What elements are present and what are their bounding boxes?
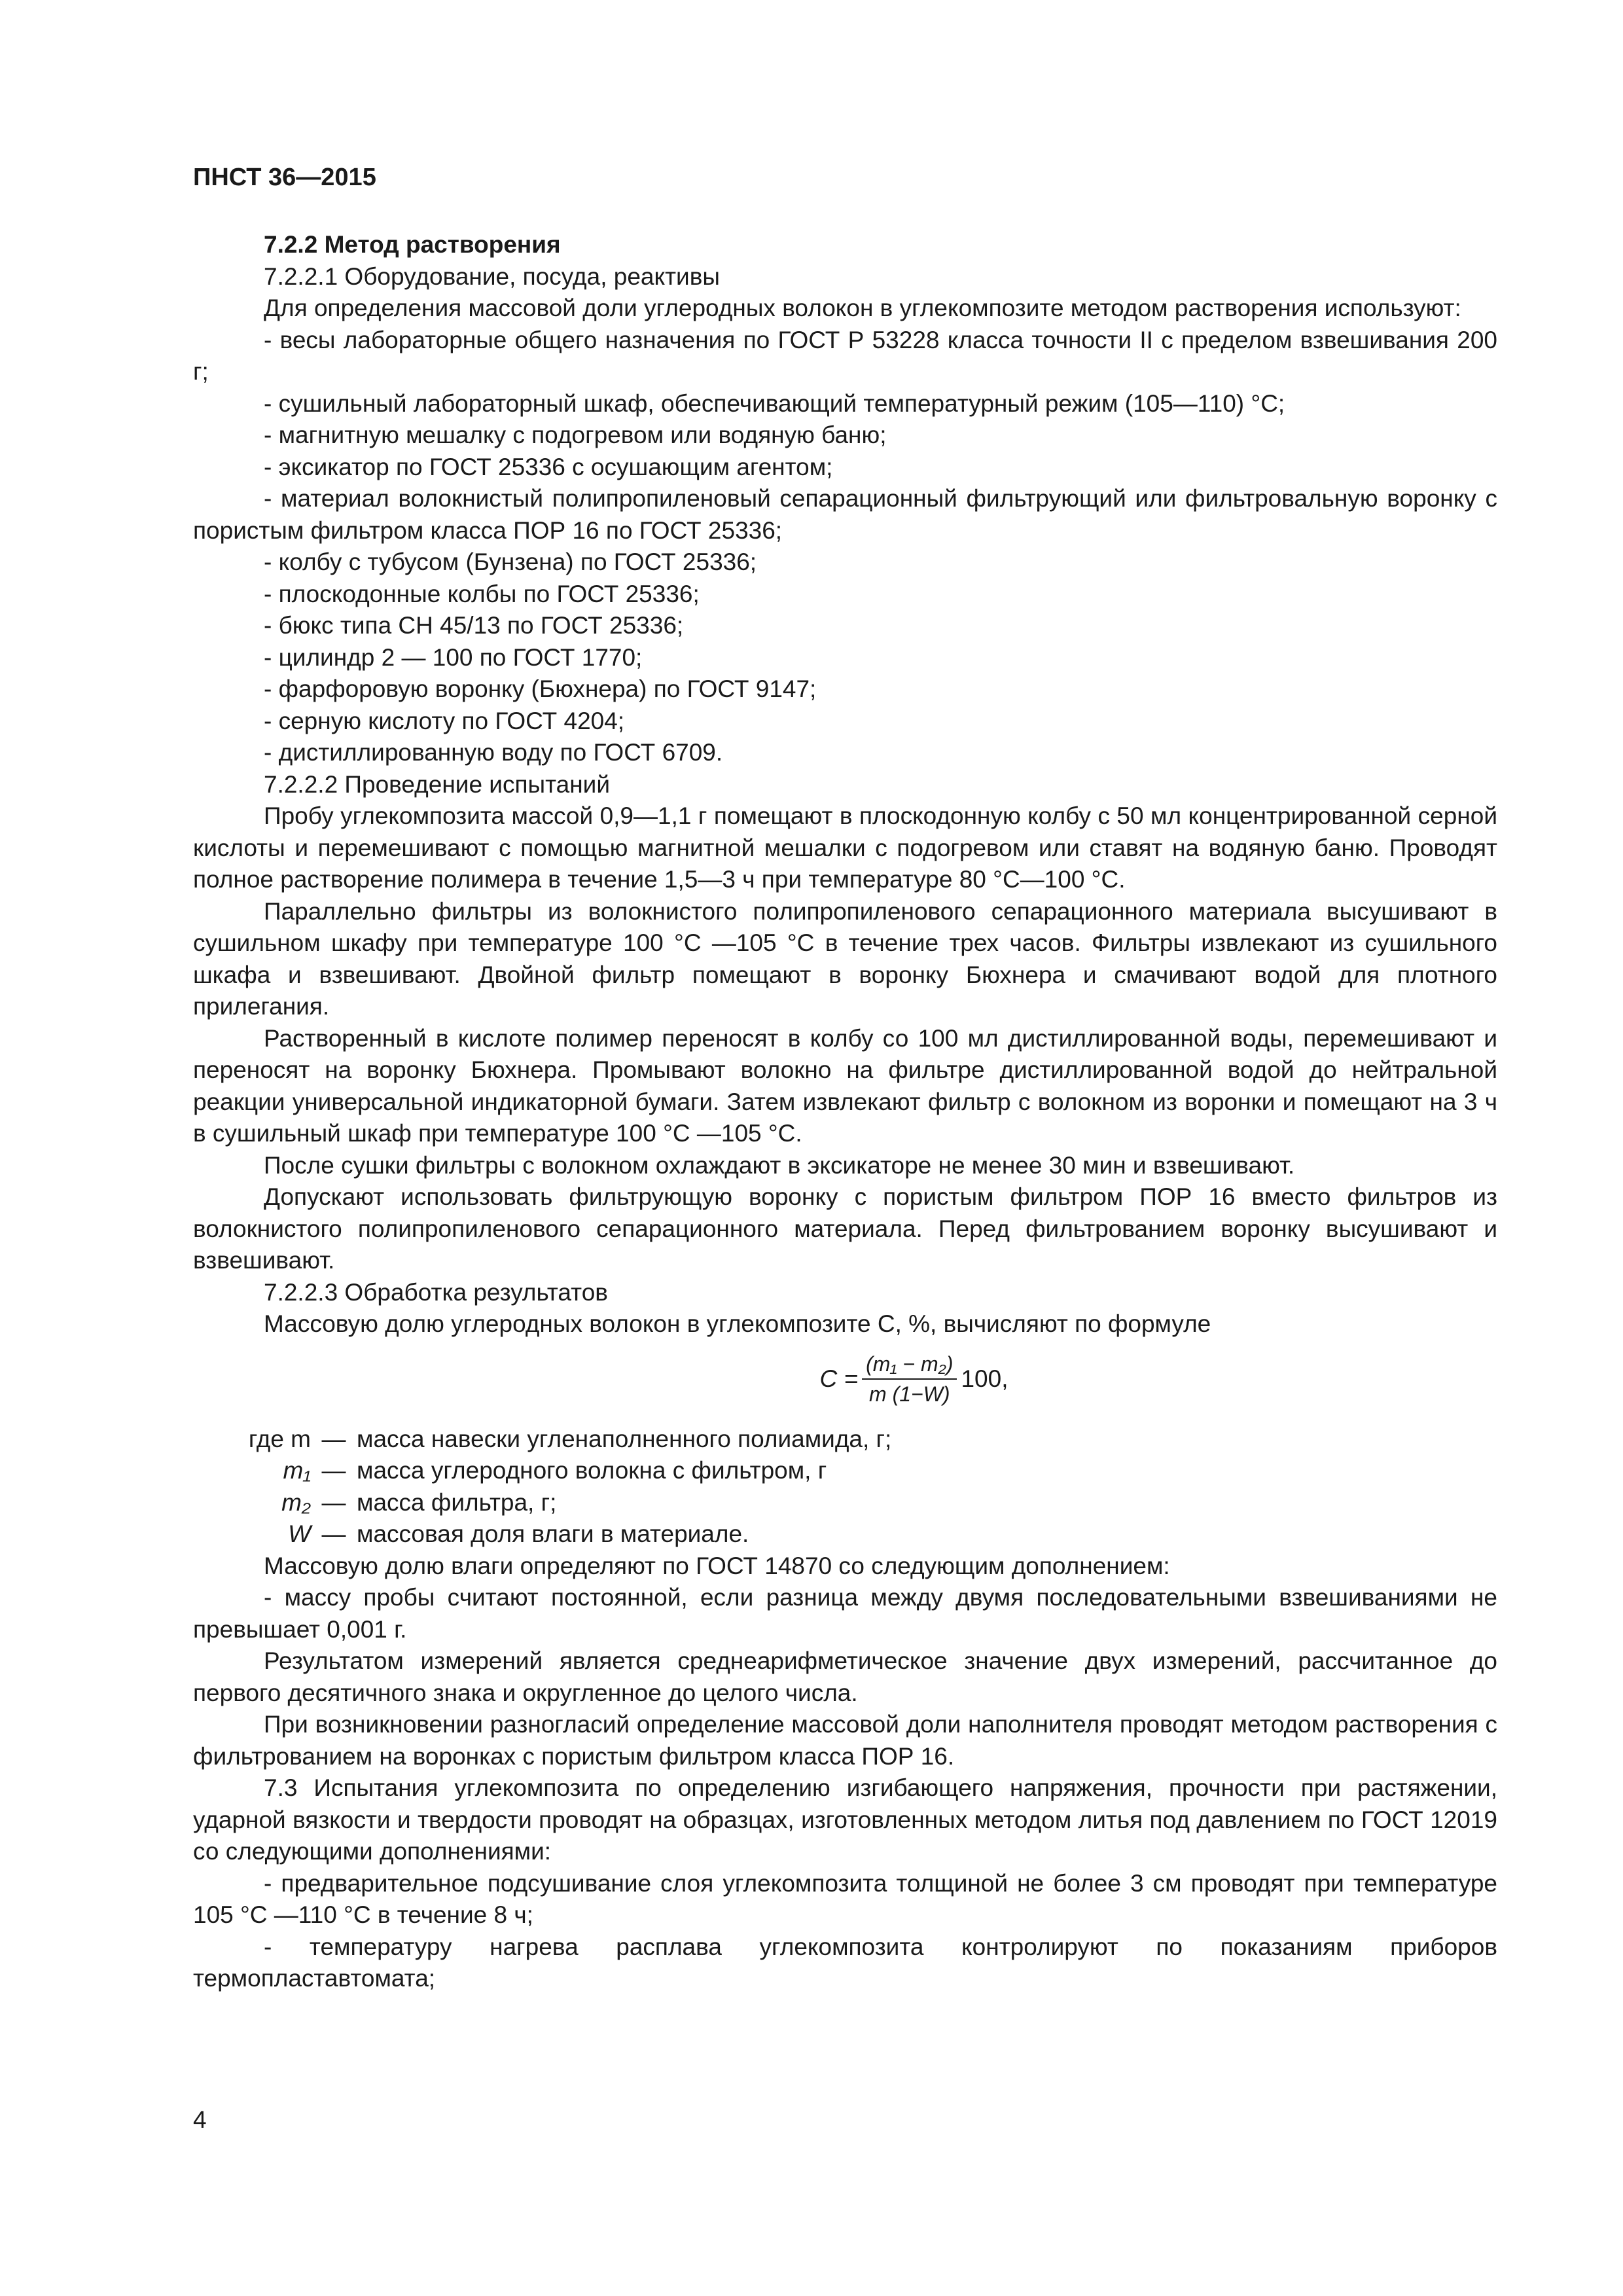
paragraph: - колбу с тубусом (Бунзена) по ГОСТ 25336; <box>264 548 757 575</box>
paragraph: Допускают использовать фильтрующую воронку с пористым фильтром ПОР 16 вместо фильтров из волокнистого полипропиленового сепарационного материала. Перед фильтрованием воронку высушивают и взвешивают. <box>193 1183 1497 1274</box>
variable-dash: — <box>321 1457 346 1484</box>
paragraph: После сушки фильтры с волокном охлаждают в эксикаторе не менее 30 мин и взвешивают. <box>264 1151 1295 1179</box>
formula <box>193 1342 1497 1417</box>
formula-tail: 100, <box>961 1365 1008 1392</box>
paragraph: - цилиндр 2 — 100 по ГОСТ 1770; <box>264 643 643 671</box>
variable-label: m₁ <box>283 1457 311 1484</box>
variable-row <box>193 1518 1497 1551</box>
paragraph: Растворенный в кислоте полимер переносят в колбу со 100 мл дистиллированной воды, перемешивают и переносят на воронку Бюхнера. Промывают волокно на фильтре дистиллированной водой до нейтральной реакции универсальной индикаторной бумаги. Затем извлекают фильтр с волокном из воронки и помещают на 3 ч в сушильный шкаф при температуре 100 °С —105 °С. <box>193 1024 1497 1147</box>
paragraph: - эксикатор по ГОСТ 25336 с осушающим агентом; <box>264 453 833 480</box>
paragraph: - температуру нагрева расплава углекомпозита контролируют по показаниям приборов термопластавтомата; <box>193 1933 1497 1992</box>
paragraph: - плоскодонные колбы по ГОСТ 25336; <box>264 580 700 607</box>
paragraph: - фарфоровую воронку (Бюхнера) по ГОСТ 9147; <box>264 675 817 702</box>
variable-dash: — <box>321 1425 346 1452</box>
variable-definition: массовая доля влаги в материале. <box>357 1520 749 1547</box>
variable-label: m₂ <box>281 1488 311 1516</box>
variable-definition: масса углеродного волокна с фильтром, г <box>357 1457 827 1484</box>
paragraph: Массовую долю углеродных волокон в углекомпозите С, %, вычисляют по формуле <box>264 1310 1211 1337</box>
paragraph: 7.2.2.1 Оборудование, посуда, реактивы <box>264 262 720 290</box>
paragraph: 7.3 Испытания углекомпозита по определению изгибающего напряжения, прочности при растяжении, ударной вязкости и твердости проводят на образцах, изготовленных методом литья под давлением по ГОСТ 12019 со следующими дополнениями: <box>193 1774 1497 1865</box>
variable-row <box>193 1424 1497 1456</box>
formula-numerator: (m₁ − m₂) <box>862 1351 957 1380</box>
paragraph: - материал волокнистый полипропиленовый сепарационный фильтрующий или фильтровальную воронку с пористым фильтром класса ПОР 16 по ГОСТ 25336; <box>193 485 1497 544</box>
paragraph: Параллельно фильтры из волокнистого полипропиленового сепарационного материала высушивают в сушильном шкафу при температуре 100 °С —105 °С в течение трех часов. Фильтры извлекают из сушильного шкафа и взвешивают. Двойной фильтр помещают в воронку Бюхнера и смачивают водой для плотного прилегания. <box>193 897 1497 1020</box>
page-number: 4 <box>193 2106 207 2133</box>
paragraph: - весы лабораторные общего назначения по ГОСТ Р 53228 класса точности II с пределом взвешивания 200 г; <box>193 326 1497 385</box>
paragraph: 7.2.2 Метод растворения <box>264 231 561 258</box>
section-results-and-7-3 <box>193 1551 1497 1995</box>
paragraph: Для определения массовой доли углеродных волокон в углекомпозите методом растворения используют: <box>264 295 1461 321</box>
paragraph: - бюкс типа СН 45/13 по ГОСТ 25336; <box>264 612 684 639</box>
variable-definition: масса фильтра, г; <box>357 1488 557 1516</box>
variable-definitions <box>193 1424 1497 1551</box>
variable-definition: масса навески угленаполненного полиамида, г; <box>357 1425 892 1452</box>
paragraph: 7.2.2.2 Проведение испытаний <box>264 770 610 798</box>
paragraph: - серную кислоту по ГОСТ 4204; <box>264 707 625 734</box>
paragraph: При возникновении разногласий определение массовой доли наполнителя проводят методом растворения с фильтрованием на воронках с пористым фильтром класса ПОР 16. <box>193 1711 1497 1770</box>
paragraph: - дистиллированную воду по ГОСТ 6709. <box>264 739 723 766</box>
formula-lhs: С = <box>819 1365 859 1392</box>
formula-denominator: m (1−W) <box>869 1382 950 1406</box>
formula-fraction <box>862 1351 957 1407</box>
document-header: ПНСТ 36—2015 <box>193 164 376 191</box>
paragraph: Массовую долю влаги определяют по ГОСТ 14870 со следующим дополнением: <box>264 1552 1170 1579</box>
paragraph: 7.2.2.3 Обработка результатов <box>264 1278 608 1306</box>
paragraph: - предварительное подсушивание слоя углекомпозита толщиной не более 3 см проводят при температуре 105 °С —110 °С в течение 8 ч; <box>193 1869 1497 1928</box>
document-body <box>193 229 1497 1995</box>
variable-row <box>193 1487 1497 1519</box>
paragraph: - массу пробы считают постоянной, если разница между двумя последовательными взвешиваниями не превышает 0,001 г. <box>193 1584 1497 1643</box>
paragraph: Результатом измерений является среднеарифметическое значение двух измерений, рассчитанное до первого десятичного знака и округленное до целого числа. <box>193 1647 1497 1706</box>
paragraph: - магнитную мешалку с подогревом или водяную баню; <box>264 422 887 448</box>
section-7-2-2 <box>193 229 1497 1340</box>
paragraph: - сушильный лабораторный шкаф, обеспечивающий температурный режим (105—110) °С; <box>264 389 1285 417</box>
variable-dash: — <box>321 1520 346 1547</box>
variable-dash: — <box>321 1488 346 1516</box>
variable-row <box>193 1455 1497 1487</box>
variable-label: где m <box>248 1425 311 1452</box>
paragraph: Пробу углекомпозита массой 0,9—1,1 г помещают в плоскодонную колбу с 50 мл концентрированной серной кислоты и перемешивают с помощью магнитной мешалки с подогревом или ставят на водяную баню. Проводят полное растворение полимера в течение 1,5—3 ч при температуре 80 °С—100 °С. <box>193 802 1497 893</box>
variable-label: W <box>288 1520 311 1547</box>
